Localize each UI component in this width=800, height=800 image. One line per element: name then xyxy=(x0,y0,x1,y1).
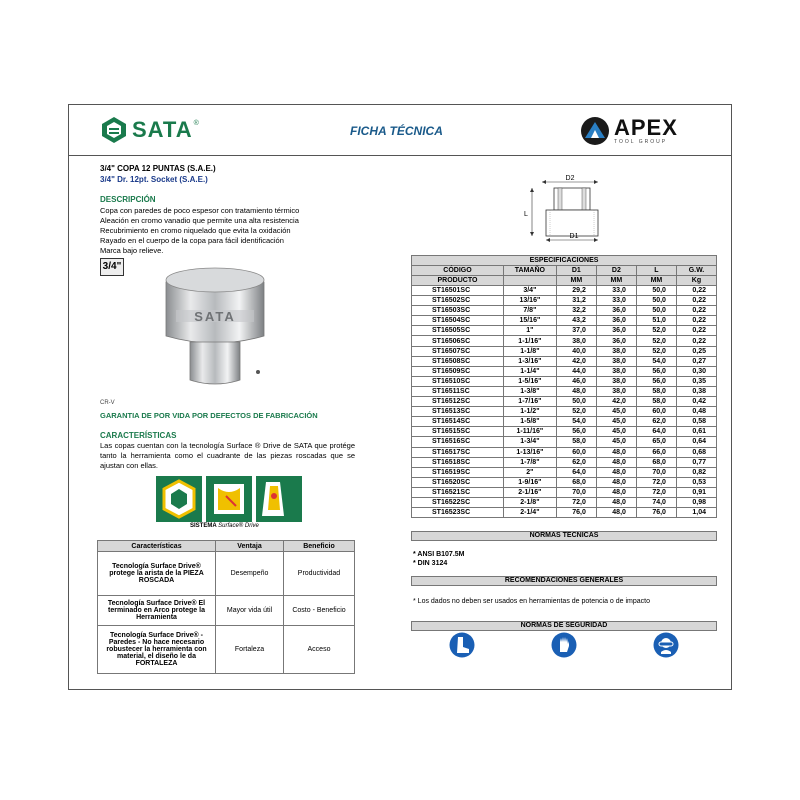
table-row xyxy=(412,336,717,346)
safety-title: NORMAS DE SEGURIDAD xyxy=(411,621,717,631)
weight-cell: 0,53 xyxy=(676,477,716,487)
d1-cell: 52,0 xyxy=(556,407,596,417)
table-row xyxy=(412,296,717,306)
weight-cell: 0,42 xyxy=(676,397,716,407)
product-code-cell: ST16518SC xyxy=(412,457,504,467)
benefit-cell: Costo - Beneficio xyxy=(284,596,355,626)
length-cell: 52,0 xyxy=(636,326,676,336)
product-code-cell: ST16504SC xyxy=(412,316,504,326)
weight-cell: 1,04 xyxy=(676,508,716,518)
d2-cell: 45,0 xyxy=(596,427,636,437)
d2-cell: 48,0 xyxy=(596,447,636,457)
spec-col-header: TAMAÑO xyxy=(503,266,556,276)
d2-cell: 48,0 xyxy=(596,467,636,477)
product-code-cell: ST16517SC xyxy=(412,447,504,457)
d1-cell: 43,2 xyxy=(556,316,596,326)
dimension-drawing xyxy=(518,174,618,244)
description-list xyxy=(100,206,340,256)
product-code-cell: ST16505SC xyxy=(412,326,504,336)
table-row xyxy=(412,497,717,507)
table-row xyxy=(412,407,717,417)
size-cell: 1" xyxy=(503,326,556,336)
size-cell: 2" xyxy=(503,467,556,477)
spec-col-subheader: PRODUCTO xyxy=(412,276,504,286)
size-cell: 7/8" xyxy=(503,306,556,316)
feature-cell: Tecnología Surface Drive® - Paredes - No hace necesario robustecer la herramienta con material, el diseño le da FORTALEZA xyxy=(98,626,216,674)
sata-logo xyxy=(100,116,199,144)
spec-col-header: CÓDIGO xyxy=(412,266,504,276)
specifications-table xyxy=(411,255,717,518)
product-code-cell: ST16521SC xyxy=(412,487,504,497)
brand-name: SATA xyxy=(132,117,193,142)
table-row xyxy=(412,326,717,336)
d1-cell: 54,0 xyxy=(556,417,596,427)
spec-col-header: G.W. xyxy=(676,266,716,276)
table-row xyxy=(412,457,717,467)
d1-cell: 46,0 xyxy=(556,376,596,386)
section-title: FICHA TÉCNICA xyxy=(350,124,443,138)
advantage-cell: Mayor vida útil xyxy=(216,596,284,626)
table-row xyxy=(412,487,717,497)
feature-cell: Tecnología Surface Drive® El terminado en Arco protege la Herramienta xyxy=(98,596,216,626)
table-row xyxy=(412,477,717,487)
weight-cell: 0,22 xyxy=(676,296,716,306)
safety-icons xyxy=(411,632,717,658)
table-row xyxy=(412,467,717,477)
d1-cell: 72,0 xyxy=(556,497,596,507)
table-row xyxy=(412,427,717,437)
table-row xyxy=(412,306,717,316)
size-cell: 1-9/16" xyxy=(503,477,556,487)
description-heading: DESCRIPCIÓN xyxy=(100,195,156,204)
length-cell: 50,0 xyxy=(636,306,676,316)
features-col-header: Beneficio xyxy=(284,541,355,552)
apex-logo xyxy=(580,116,678,146)
surface-drive-diagram xyxy=(156,476,302,522)
length-cell: 68,0 xyxy=(636,457,676,467)
weight-cell: 0,27 xyxy=(676,356,716,366)
d2-cell: 48,0 xyxy=(596,457,636,467)
weight-cell: 0,22 xyxy=(676,316,716,326)
drive-size-badge: 3/4" xyxy=(100,258,124,276)
table-row xyxy=(412,397,717,407)
weight-cell: 0,35 xyxy=(676,376,716,386)
size-cell: 1-3/8" xyxy=(503,386,556,396)
features-table xyxy=(97,540,355,674)
length-cell: 52,0 xyxy=(636,346,676,356)
weight-cell: 0,22 xyxy=(676,336,716,346)
spec-col-header: L xyxy=(636,266,676,276)
weight-cell: 0,38 xyxy=(676,386,716,396)
d1-cell: 37,0 xyxy=(556,326,596,336)
product-code-cell: ST16508SC xyxy=(412,356,504,366)
d2-cell: 38,0 xyxy=(596,366,636,376)
d1-cell: 32,2 xyxy=(556,306,596,316)
product-code-cell: ST16510SC xyxy=(412,376,504,386)
product-code-cell: ST16523SC xyxy=(412,508,504,518)
d1-cell: 70,0 xyxy=(556,487,596,497)
d1-cell: 44,0 xyxy=(556,366,596,376)
table-row xyxy=(412,366,717,376)
d2-cell: 38,0 xyxy=(596,376,636,386)
table-row xyxy=(412,447,717,457)
size-cell: 2-1/8" xyxy=(503,497,556,507)
partner-subtitle: TOOL GROUP xyxy=(614,139,668,145)
length-cell: 56,0 xyxy=(636,366,676,376)
product-title-es: 3/4" COPA 12 PUNTAS (S.A.E.) xyxy=(100,164,216,173)
weight-cell: 0,91 xyxy=(676,487,716,497)
d1-cell: 31,2 xyxy=(556,296,596,306)
recommendation-text: Los dados no deben ser usados en herramientas de potencia o de impacto xyxy=(417,598,650,605)
norm-item-text: DIN 3124 xyxy=(417,560,448,567)
d2-cell: 42,0 xyxy=(596,397,636,407)
d1-cell: 40,0 xyxy=(556,346,596,356)
spec-col-subheader: MM xyxy=(636,276,676,286)
product-code-cell: ST16502SC xyxy=(412,296,504,306)
system-label xyxy=(190,523,259,529)
length-cell: 51,0 xyxy=(636,316,676,326)
size-cell: 1-5/16" xyxy=(503,376,556,386)
header-divider xyxy=(68,155,732,156)
spec-col-subheader xyxy=(503,276,556,286)
d1-cell: 29,2 xyxy=(556,286,596,296)
description-line: Marca bajo relieve. xyxy=(100,246,164,255)
length-cell: 72,0 xyxy=(636,487,676,497)
table-row xyxy=(412,386,717,396)
advantage-cell: Fortaleza xyxy=(216,626,284,674)
d1-cell: 42,0 xyxy=(556,356,596,366)
product-code-cell: ST16509SC xyxy=(412,366,504,376)
size-cell: 2-1/4" xyxy=(503,508,556,518)
product-code-cell: ST16511SC xyxy=(412,386,504,396)
spec-col-subheader: MM xyxy=(556,276,596,286)
size-cell: 1-3/4" xyxy=(503,437,556,447)
weight-cell: 0,58 xyxy=(676,417,716,427)
product-code-cell: ST16519SC xyxy=(412,467,504,477)
spec-col-subheader: MM xyxy=(596,276,636,286)
size-cell: 3/4" xyxy=(503,286,556,296)
length-label: L xyxy=(524,211,528,218)
size-cell: 1-1/16" xyxy=(503,336,556,346)
size-cell: 1-11/16" xyxy=(503,427,556,437)
length-cell: 54,0 xyxy=(636,356,676,366)
product-code-cell: ST16522SC xyxy=(412,497,504,507)
weight-cell: 0,64 xyxy=(676,437,716,447)
table-row xyxy=(412,376,717,386)
d1-cell: 48,0 xyxy=(556,386,596,396)
table-row xyxy=(412,316,717,326)
size-cell: 1-5/8" xyxy=(503,417,556,427)
product-code-cell: ST16520SC xyxy=(412,477,504,487)
apex-mountain-icon xyxy=(580,116,610,146)
size-cell: 13/16" xyxy=(503,296,556,306)
length-cell: 74,0 xyxy=(636,497,676,507)
spec-col-header: D1 xyxy=(556,266,596,276)
description-line: Rayado en el cuerpo de la copa para fácil identificación xyxy=(100,236,284,245)
weight-cell: 0,61 xyxy=(676,427,716,437)
d2-cell: 48,0 xyxy=(596,508,636,518)
length-cell: 65,0 xyxy=(636,437,676,447)
weight-cell: 0,25 xyxy=(676,346,716,356)
size-cell: 1-13/16" xyxy=(503,447,556,457)
d2-cell: 45,0 xyxy=(596,417,636,427)
d1-cell: 64,0 xyxy=(556,467,596,477)
partner-name: APEX xyxy=(614,115,678,140)
system-label-italic: Surface® Drive xyxy=(218,523,259,529)
product-code-cell: ST16516SC xyxy=(412,437,504,447)
length-cell: 62,0 xyxy=(636,417,676,427)
d2-cell: 38,0 xyxy=(596,346,636,356)
d2-cell: 38,0 xyxy=(596,386,636,396)
d1-cell: 56,0 xyxy=(556,427,596,437)
d2-cell: 33,0 xyxy=(596,286,636,296)
features-text: Las copas cuentan con la tecnología Surface ® Drive de SATA que protége tanto la herramienta como el cuadrante de las piezas roscadas que se ajustan con ellas. xyxy=(100,441,355,470)
length-cell: 52,0 xyxy=(636,336,676,346)
table-row xyxy=(98,626,355,674)
size-cell: 2-1/16" xyxy=(503,487,556,497)
weight-cell: 0,82 xyxy=(676,467,716,477)
d2-cell: 48,0 xyxy=(596,477,636,487)
table-row xyxy=(412,437,717,447)
product-title-en: 3/4" Dr. 12pt. Socket (S.A.E.) xyxy=(100,175,208,184)
size-cell: 1-1/8" xyxy=(503,346,556,356)
safety-boots-icon xyxy=(449,632,475,658)
size-cell: 1-7/16" xyxy=(503,397,556,407)
product-code-cell: ST16503SC xyxy=(412,306,504,316)
product-code-cell: ST16501SC xyxy=(412,286,504,296)
size-cell: 1-3/16" xyxy=(503,356,556,366)
weight-cell: 0,30 xyxy=(676,366,716,376)
weight-cell: 0,98 xyxy=(676,497,716,507)
d2-cell: 48,0 xyxy=(596,497,636,507)
table-row xyxy=(98,552,355,596)
length-cell: 64,0 xyxy=(636,427,676,437)
feature-cell: Tecnología Surface Drive® protege la arista de la PIEZA ROSCADA xyxy=(98,552,216,596)
length-cell: 70,0 xyxy=(636,467,676,477)
table-row xyxy=(412,346,717,356)
product-code-cell: ST16512SC xyxy=(412,397,504,407)
length-cell: 50,0 xyxy=(636,286,676,296)
d1-cell: 60,0 xyxy=(556,447,596,457)
table-row xyxy=(412,417,717,427)
specifications-title: ESPECIFICACIONES xyxy=(412,256,717,266)
socket-photo xyxy=(160,262,270,392)
length-cell: 72,0 xyxy=(636,477,676,487)
d1-cell: 58,0 xyxy=(556,437,596,447)
length-cell: 58,0 xyxy=(636,386,676,396)
product-code-cell: ST16514SC xyxy=(412,417,504,427)
features-col-header: Ventaja xyxy=(216,541,284,552)
norm-item: * DIN 3124 xyxy=(413,560,448,567)
benefit-cell: Acceso xyxy=(284,626,355,674)
length-cell: 50,0 xyxy=(636,296,676,306)
size-cell: 1-7/8" xyxy=(503,457,556,467)
recommendation-item: * Los dados no deben ser usados en herramientas de potencia o de impacto xyxy=(413,598,650,605)
norms-title: NORMAS TECNICAS xyxy=(411,531,717,541)
table-row xyxy=(412,508,717,518)
d2-cell: 36,0 xyxy=(596,316,636,326)
d2-cell: 38,0 xyxy=(596,356,636,366)
warranty-text: GARANTIA DE POR VIDA POR DEFECTOS DE FABRICACIÓN xyxy=(100,411,318,420)
table-row xyxy=(412,286,717,296)
weight-cell: 0,22 xyxy=(676,326,716,336)
length-cell: 58,0 xyxy=(636,397,676,407)
description-line: Aleación en cromo vanadio que permite una alta resistencia xyxy=(100,216,299,225)
features-heading: CARACTERÍSTICAS xyxy=(100,431,177,440)
length-cell: 56,0 xyxy=(636,376,676,386)
length-cell: 76,0 xyxy=(636,508,676,518)
safety-goggles-icon xyxy=(653,632,679,658)
size-cell: 15/16" xyxy=(503,316,556,326)
d2-cell: 33,0 xyxy=(596,296,636,306)
length-cell: 66,0 xyxy=(636,447,676,457)
description-line: Recubrimiento en cromo niquelado que evita la oxidación xyxy=(100,226,291,235)
features-col-header: Características xyxy=(98,541,216,552)
description-line: Copa con paredes de poco espesor con tratamiento térmico xyxy=(100,206,300,215)
recommendations-title: RECOMENDACIONES GENERALES xyxy=(411,576,717,586)
d1-cell: 68,0 xyxy=(556,477,596,487)
registered-mark: ® xyxy=(193,120,199,127)
weight-cell: 0,77 xyxy=(676,457,716,467)
d2-cell: 36,0 xyxy=(596,306,636,316)
product-code-cell: ST16515SC xyxy=(412,427,504,437)
d2-cell: 45,0 xyxy=(596,437,636,447)
d1-cell: 50,0 xyxy=(556,397,596,407)
norm-item: * ANSI B107.5M xyxy=(413,551,465,558)
d1-cell: 38,0 xyxy=(556,336,596,346)
weight-cell: 0,22 xyxy=(676,306,716,316)
length-cell: 60,0 xyxy=(636,407,676,417)
d2-cell: 36,0 xyxy=(596,326,636,336)
system-label-bold: SISTEMA xyxy=(190,523,217,529)
norm-item-text: ANSI B107.5M xyxy=(417,551,465,558)
table-row xyxy=(98,596,355,626)
size-cell: 1-1/2" xyxy=(503,407,556,417)
product-code-cell: ST16507SC xyxy=(412,346,504,356)
weight-cell: 0,68 xyxy=(676,447,716,457)
crv-material-mark: CR-V xyxy=(100,400,115,406)
product-code-cell: ST16506SC xyxy=(412,336,504,346)
advantage-cell: Desempeño xyxy=(216,552,284,596)
table-row xyxy=(412,356,717,366)
product-code-cell: ST16513SC xyxy=(412,407,504,417)
weight-cell: 0,22 xyxy=(676,286,716,296)
d1-cell: 62,0 xyxy=(556,457,596,467)
svg-text:SATA: SATA xyxy=(194,309,236,324)
d2-cell: 36,0 xyxy=(596,336,636,346)
spec-col-subheader: Kg xyxy=(676,276,716,286)
d1-cell: 76,0 xyxy=(556,508,596,518)
benefit-cell: Productividad xyxy=(284,552,355,596)
size-cell: 1-1/4" xyxy=(503,366,556,376)
d1-label: D1 xyxy=(569,233,579,240)
d2-cell: 48,0 xyxy=(596,487,636,497)
d2-label: D2 xyxy=(565,175,575,182)
weight-cell: 0,48 xyxy=(676,407,716,417)
spec-col-header: D2 xyxy=(596,266,636,276)
d2-cell: 45,0 xyxy=(596,407,636,417)
gloves-icon xyxy=(551,632,577,658)
sata-hexagon-icon xyxy=(100,116,128,144)
